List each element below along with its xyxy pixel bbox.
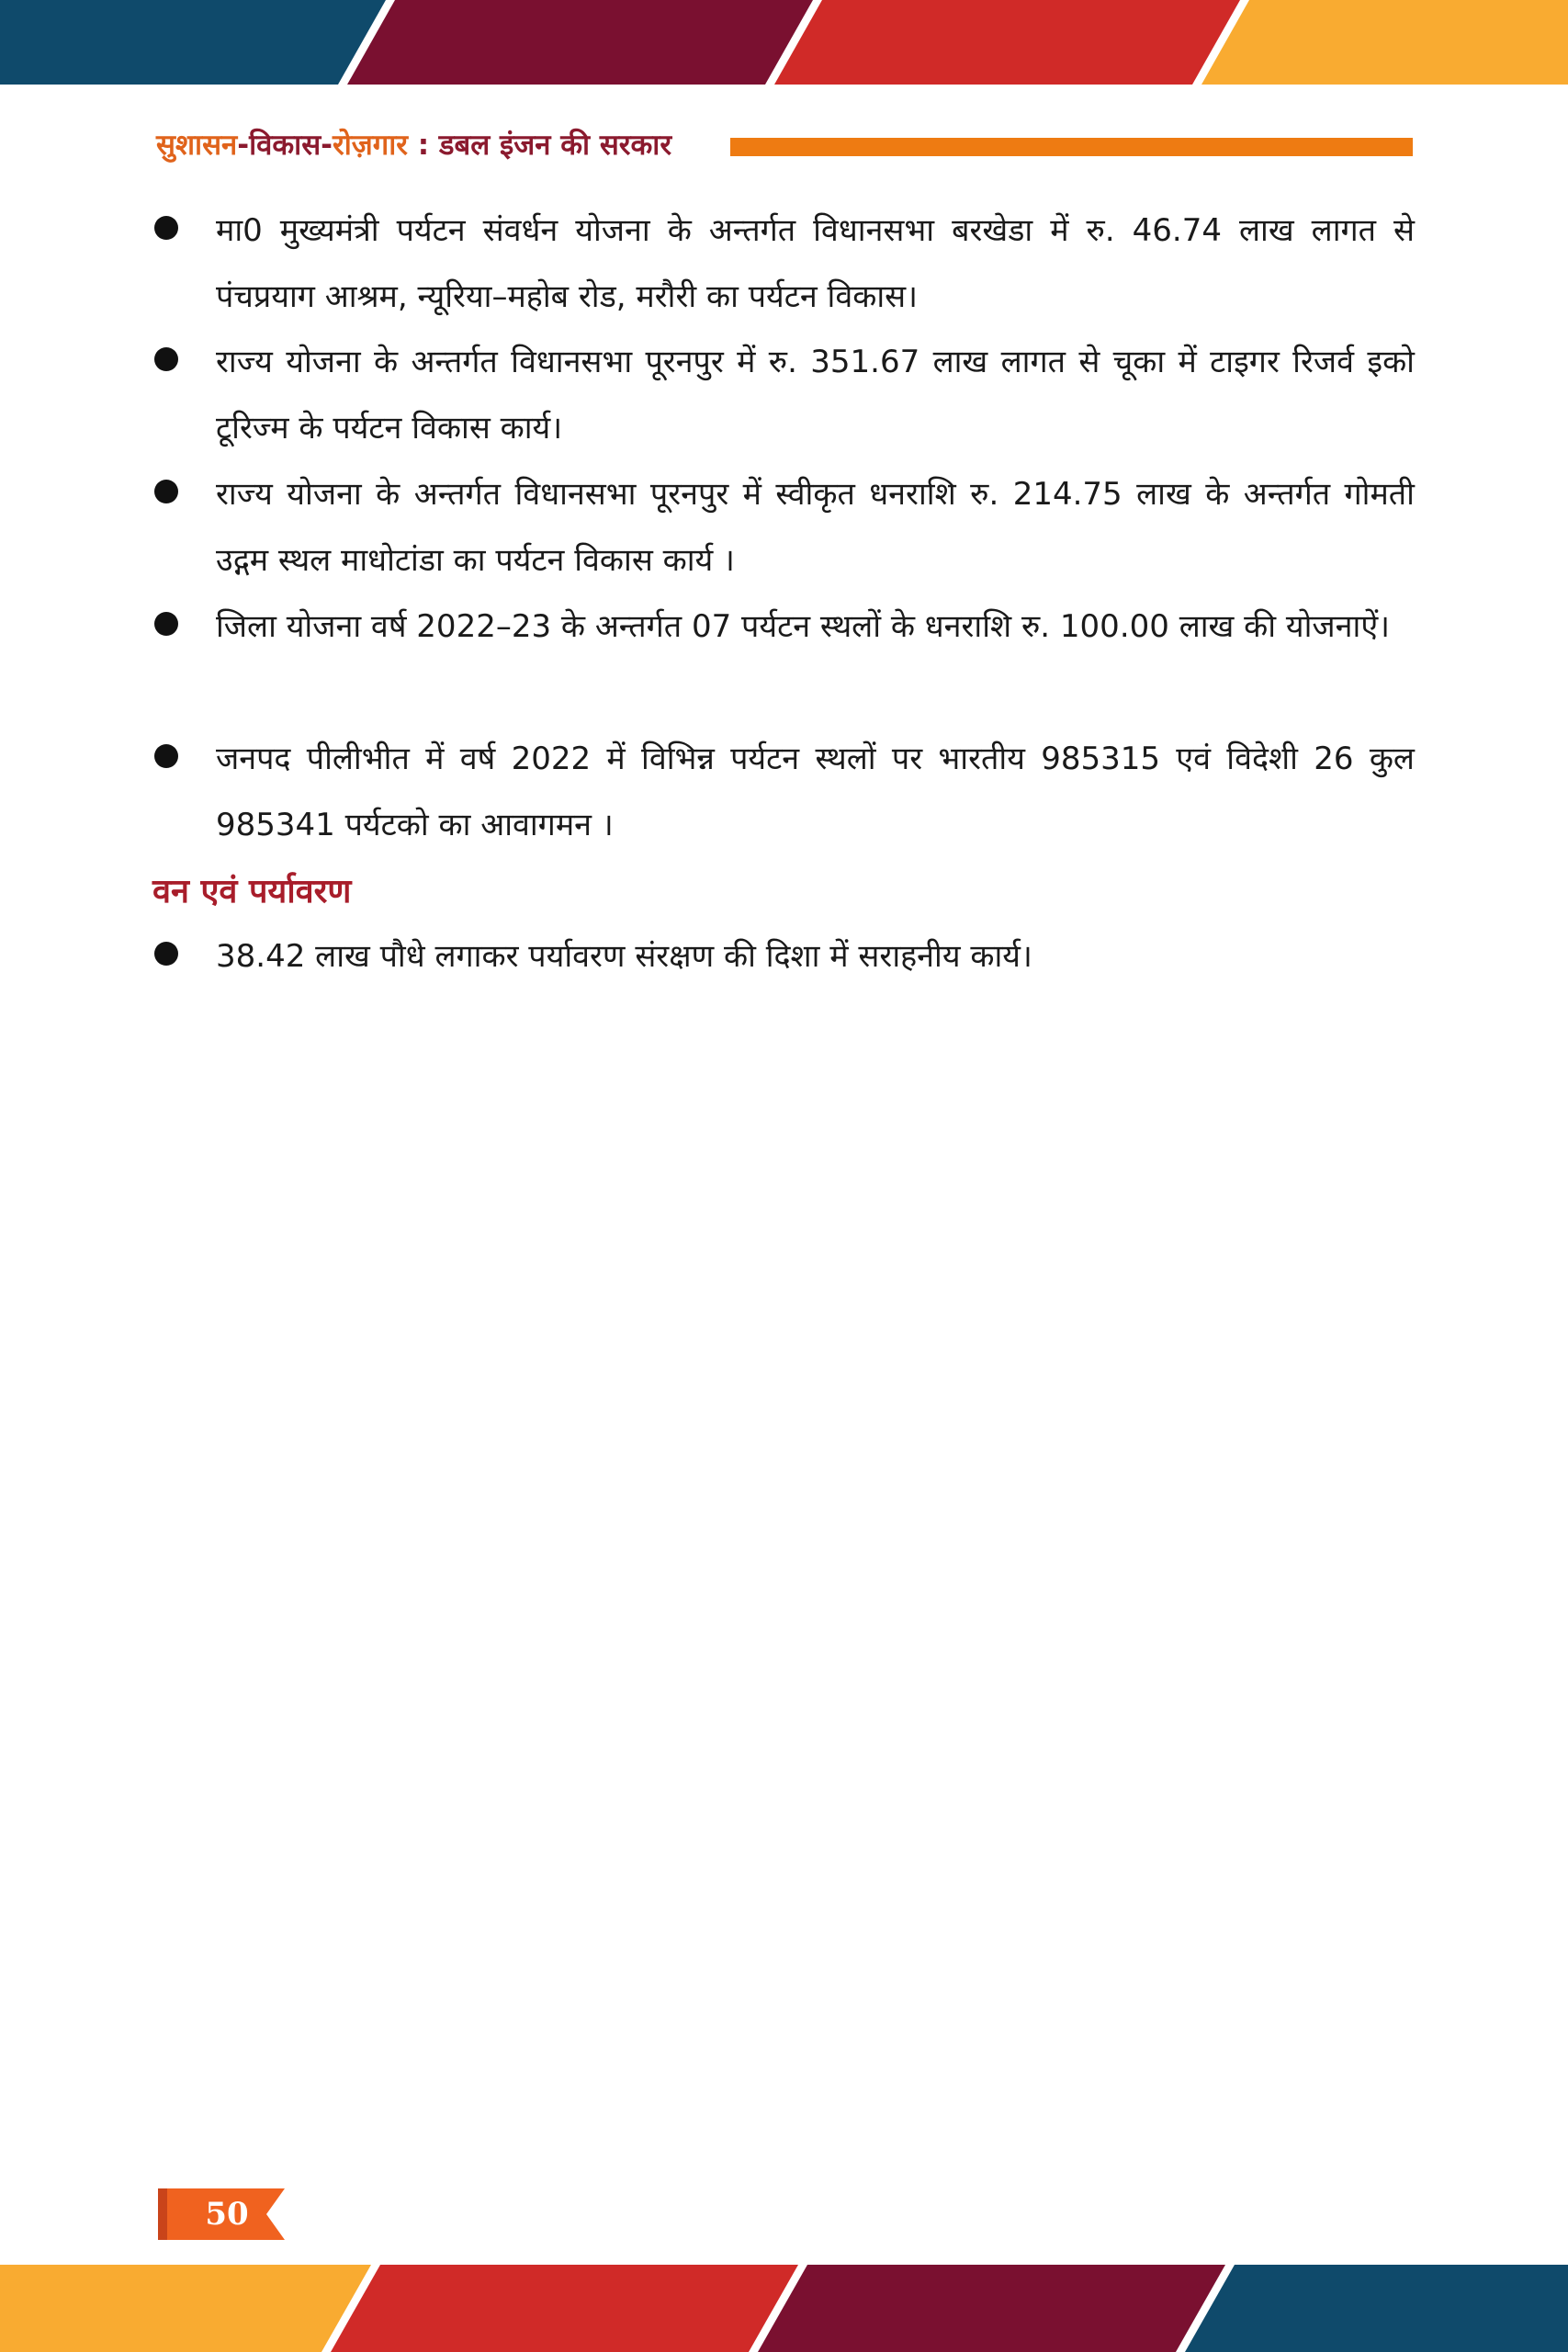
list-item — [154, 726, 1415, 858]
bullet-icon — [154, 480, 178, 503]
list-item-text: राज्य योजना के अन्तर्गत विधानसभा पूरनपुर में स्वीकृत धनराशि रु. 214.75 लाख के अन्तर्गत गोमती उद्गम स्थल माधोटांडा का पर्यटन विकास कार्य । — [216, 476, 1415, 579]
list-item-text: राज्य योजना के अन्तर्गत विधानसभा पूरनपुर में रु. 351.67 लाख लागत से चूका में टाइगर रिजर्व इको टूरिज्म के पर्यटन विकास कार्य। — [216, 344, 1415, 447]
list-item — [154, 594, 1415, 660]
list-item-text: मा0 मुख्यमंत्री पर्यटन संवर्धन योजना के अन्तर्गत विधानसभा बरखेडा में रु. 46.74 लाख लागत से पंचप्रयाग आश्रम, न्यूरिया–महोब रोड, मरौरी का पर्यटन विकास। — [216, 212, 1415, 315]
list-item — [154, 198, 1415, 330]
list-item-text: 38.42 लाख पौधे लगाकर पर्यावरण संरक्षण की दिशा में सराहनीय कार्य। — [216, 938, 1032, 975]
list-item — [154, 329, 1415, 461]
list-item — [154, 461, 1415, 594]
list-item — [154, 923, 1415, 989]
bullet-icon — [154, 612, 178, 636]
bottom-color-band — [0, 2265, 1568, 2352]
list-item-text: जनपद पीलीभीत में वर्ष 2022 में विभिन्न पर्यटन स्थलों पर भारतीय 985315 एवं विदेशी 26 कुल 985341 पर्यटको का आवागमन । — [216, 741, 1415, 843]
header-rule — [730, 138, 1413, 156]
page-number: 50 — [205, 2196, 249, 2233]
bullet-icon — [154, 942, 178, 966]
bullet-icon — [154, 216, 178, 240]
list-item-text: जिला योजना वर्ष 2022–23 के अन्तर्गत 07 पर्यटन स्थलों के धनराशि रु. 100.00 लाख की योजनाऐं। — [216, 608, 1391, 645]
bullet-icon — [154, 744, 178, 768]
page-number-tab — [158, 2188, 285, 2240]
section-heading: वन एवं पर्यावरण — [152, 872, 352, 910]
running-header-title: सुशासन-विकास-रोज़गार : डबल इंजन की सरकार — [156, 129, 672, 162]
bullet-icon — [154, 347, 178, 371]
top-color-band — [0, 0, 1568, 85]
